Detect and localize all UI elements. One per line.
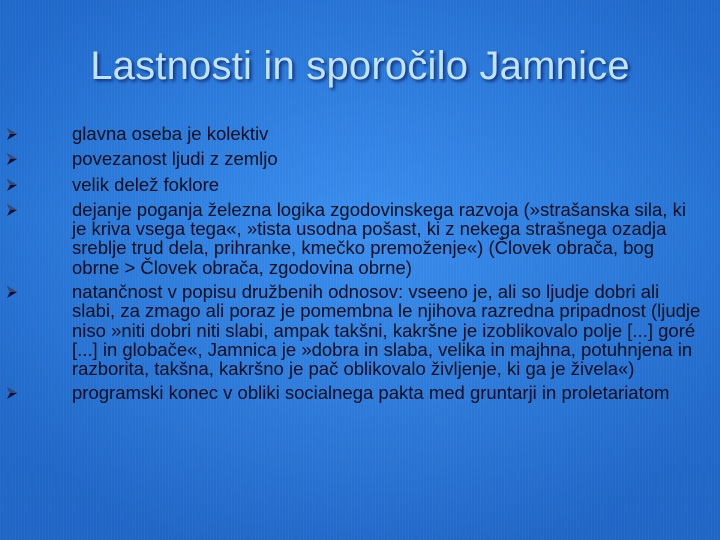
list-item [72,149,704,168]
list-item [72,175,704,194]
bullet-text: programski konec v obliki socialnega pakta med gruntarji in proletariatom [72,381,670,403]
list-item [72,383,704,402]
bullet-text: velik delež foklore [72,173,220,195]
list-item [72,124,704,143]
list-item [72,282,704,378]
arrowhead-icon [6,285,18,299]
bullet-text: glavna oseba je kolektiv [72,123,269,144]
bullet-text: natančnost v popisu družbenih odnosov: vseeno je, ali so ljudje dobri ali slabi, za zmago ali poraz je pomembna le njihova razredna pripadnost (ljudje niso »niti dobri niti slabi, ampak takšni, kakršne je izoblikovalo polje [...] goré [...] in globače«, Jamnica je »dobra in slaba, velika in majhna, potuhnjena in razborita, takšna, kakršno je pač oblikovalo življenje, ki ga je živela«) [72,281,701,380]
arrowhead-icon [6,127,18,141]
arrowhead-icon [6,386,18,400]
slide-title: Lastnosti in sporočilo Jamnice [90,44,630,88]
list-item [72,200,704,277]
bullet-text: povezanost ljudi z zemljo [72,148,278,170]
arrowhead-icon [6,203,18,217]
bullet-list [72,124,704,402]
arrowhead-icon [6,178,18,192]
arrowhead-icon [6,152,18,166]
bullet-text: dejanje poganja železna logika zgodovinskega razvoja (»strašanska sila, ki je kriva vsega tega«, »tista usodna pošast, ki z nekega strašnega ozadja sreblje trud dela, prihranke, kmečko premoženje«) (Človek obrača, bog obrne > Človek obrača, zgodovina obrne) [72,198,686,278]
